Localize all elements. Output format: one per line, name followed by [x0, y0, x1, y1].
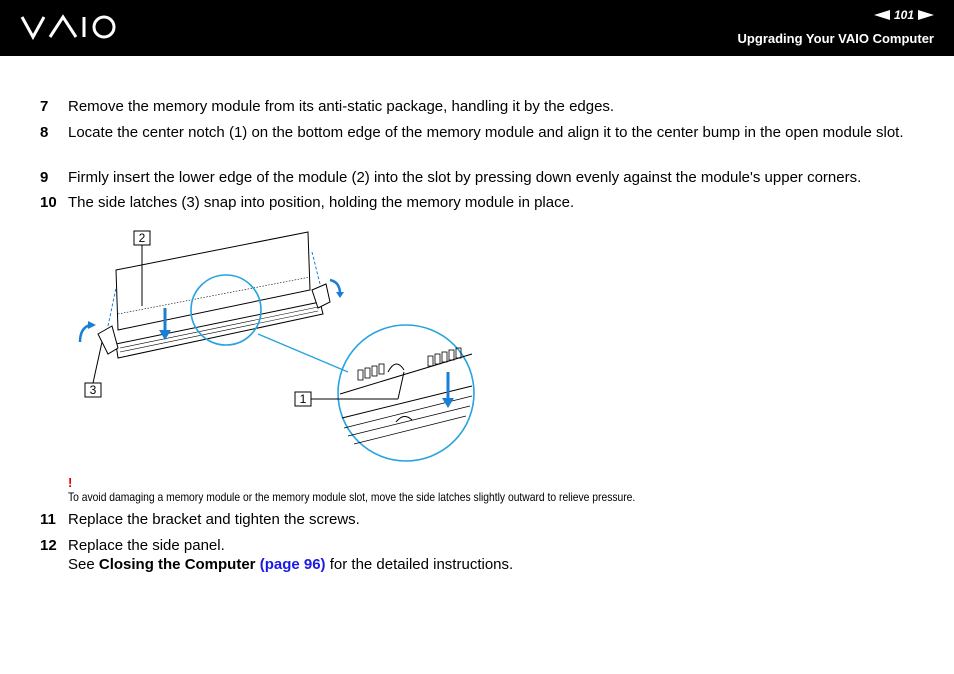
- step-number: 11: [40, 511, 56, 528]
- callout-3: 3: [89, 383, 97, 397]
- previous-page-arrow-icon[interactable]: [874, 10, 890, 20]
- step-10: [40, 193, 930, 212]
- step-text: Firmly insert the lower edge of the module (2) into the slot by pressing down evenly against the module's upper corners.: [68, 169, 862, 186]
- page-number: 101: [893, 8, 914, 22]
- latch-arrow-right-icon: [330, 280, 340, 294]
- caution-note: [68, 476, 728, 504]
- see-prefix: See: [68, 556, 99, 573]
- step-text: Remove the memory module from its anti-static package, handling it by the edges.: [68, 98, 615, 115]
- vaio-logo: [20, 12, 120, 42]
- step-8: [40, 123, 930, 142]
- caution-icon: !: [68, 475, 73, 490]
- reference-title: Closing the Computer: [98, 556, 256, 573]
- step-7: [40, 97, 930, 116]
- step-12: [40, 536, 930, 574]
- step-number: 10: [40, 194, 57, 211]
- section-title: Upgrading Your VAIO Computer: [737, 31, 934, 46]
- next-page-arrow-icon[interactable]: [918, 10, 934, 20]
- page-navigation: [874, 7, 934, 23]
- see-reference: [68, 555, 930, 574]
- step-number: 8: [40, 124, 49, 141]
- callout-2: 2: [138, 231, 146, 245]
- step-11: [40, 510, 930, 529]
- callout-1: 1: [299, 392, 307, 406]
- step-number: 9: [40, 169, 49, 186]
- step-number: 12: [40, 537, 57, 554]
- step-9: [40, 168, 930, 187]
- page-96-link[interactable]: (page 96): [259, 556, 326, 573]
- left-latch: [98, 326, 118, 354]
- memory-module-diagram: [68, 222, 488, 467]
- step-text: Locate the center notch (1) on the bottom edge of the memory module and align it to the center bump in the open module slot.: [68, 124, 904, 141]
- zoom-detail-content: [340, 348, 472, 444]
- step-text: Replace the bracket and tighten the screws.: [68, 511, 360, 528]
- see-suffix: for the detailed instructions.: [325, 556, 514, 573]
- step-text: The side latches (3) snap into position, holding the memory module in place.: [68, 194, 575, 211]
- page-header: [0, 0, 954, 56]
- step-number: 7: [40, 98, 49, 115]
- caution-text: To avoid damaging a memory module or the memory module slot, move the side latches slightly outward to relieve pressure.: [68, 490, 636, 504]
- step-text: Replace the side panel.: [68, 537, 225, 554]
- zoom-detail-circle: [338, 325, 474, 461]
